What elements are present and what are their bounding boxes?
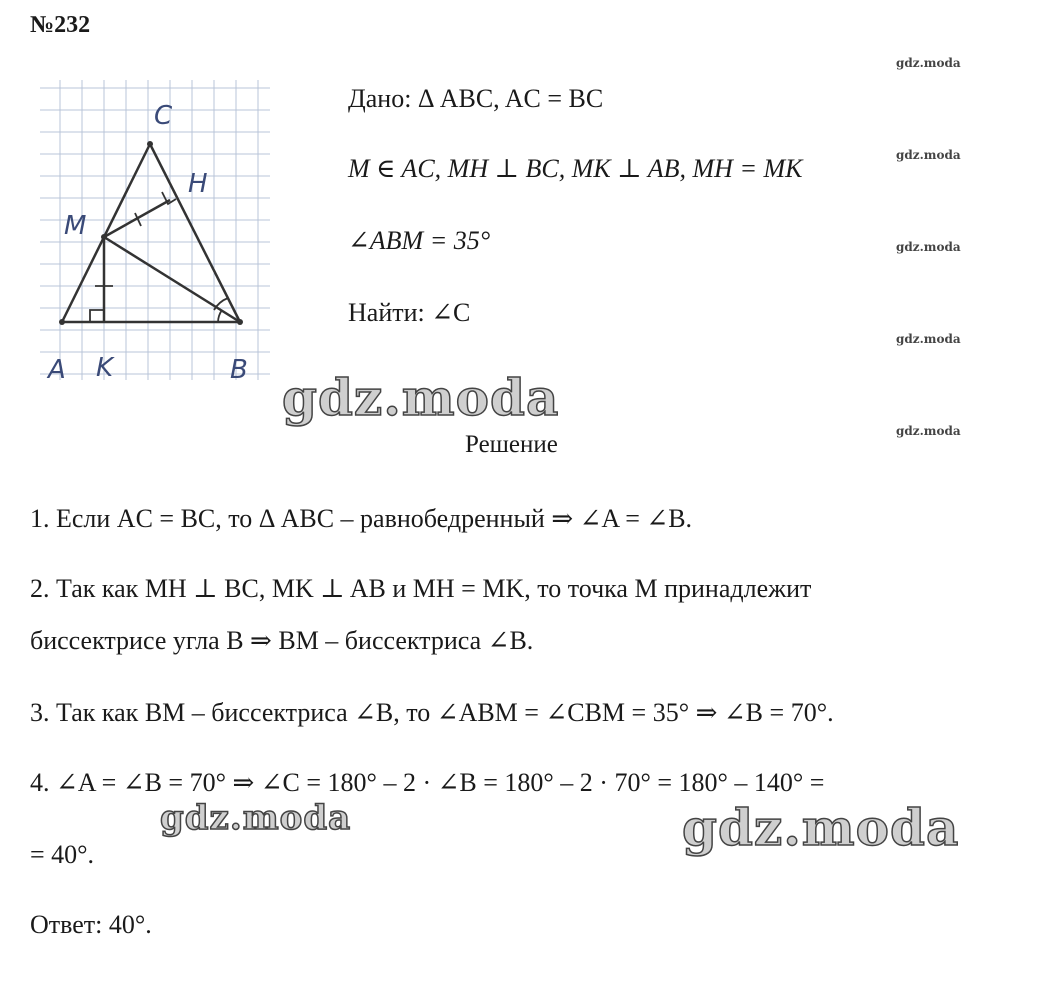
watermark-small-3: gdz.moda xyxy=(896,240,961,254)
step-1: 1. Если AC = BC, то Δ ABC – равнобедренный ⇒ ∠A = ∠B. xyxy=(30,504,693,533)
label-M: M xyxy=(64,211,87,241)
watermark-small-2: gdz.moda xyxy=(896,148,961,162)
step-4: 4. ∠A = ∠B = 70° ⇒ ∠C = 180° – 2 · ∠B = 180° – 2 · 70° = 180° – 140° = xyxy=(30,768,825,797)
step-2: 2. Так как MH ⊥ BC, MK ⊥ AB и MH = MK, то точка M принадлежит xyxy=(30,574,812,603)
watermark-small-4: gdz.moda xyxy=(896,332,961,346)
problem-number: №232 xyxy=(30,12,91,38)
watermark-large-2: gdz.moda xyxy=(160,798,352,838)
solution-heading: Решение xyxy=(465,431,558,458)
watermark-small-1: gdz.moda xyxy=(896,56,961,70)
step-4-result: = 40°. xyxy=(30,840,95,869)
label-K: K xyxy=(96,353,114,383)
given-line-3: ∠ABM = 35° xyxy=(348,226,491,255)
answer: Ответ: 40°. xyxy=(30,910,152,939)
label-B: B xyxy=(230,355,248,385)
step-2-continued: биссектрисе угла B ⇒ BM – биссектриса ∠B. xyxy=(30,626,534,655)
watermark-large-1: gdz.moda xyxy=(282,368,560,427)
step-3: 3. Так как BM – биссектриса ∠B, то ∠ABM = ∠CBM = 35° ⇒ ∠B = 70°. xyxy=(30,698,834,727)
triangle-figure xyxy=(40,80,280,390)
label-C: C xyxy=(154,101,173,131)
label-A: A xyxy=(48,355,66,385)
label-H: H xyxy=(188,169,208,199)
given-line-1: Дано: Δ ABC, AC = BC xyxy=(348,84,604,113)
right-angle-K xyxy=(90,310,104,322)
watermark-large-3: gdz.moda xyxy=(682,798,960,857)
angle-arc-B1 xyxy=(218,310,222,322)
given-line-4: Найти: ∠C xyxy=(348,298,471,327)
given-line-2: M ∈ AC, MH ⊥ BC, MK ⊥ AB, MH = MK xyxy=(348,154,803,183)
watermark-small-5: gdz.moda xyxy=(896,424,961,438)
